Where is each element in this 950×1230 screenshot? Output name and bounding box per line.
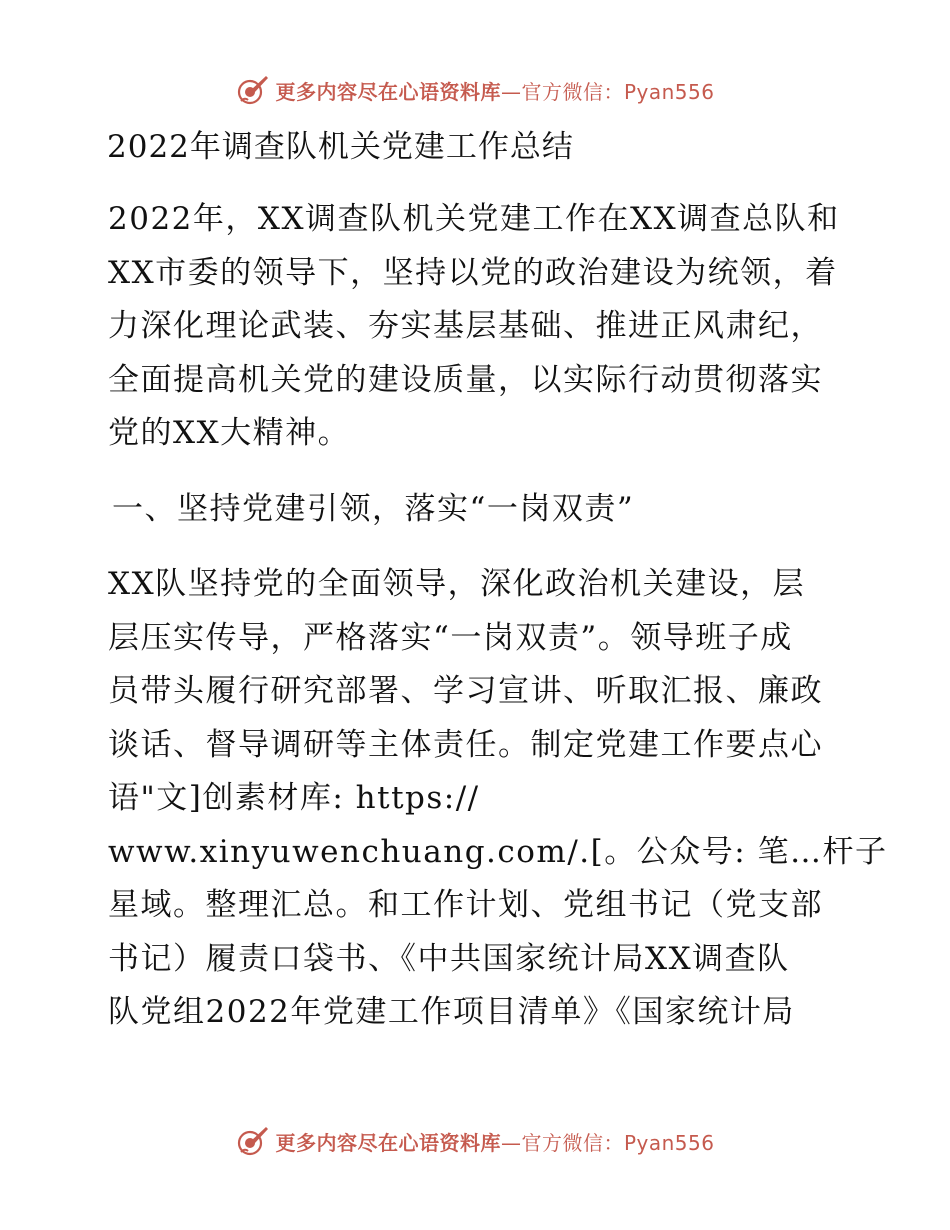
text-line: 队党组2022年党建工作项目清单》《国家统计局 xyxy=(108,994,795,1030)
text-line: 员带头履行研究部署、学习宣讲、听取汇报、廉政 xyxy=(108,673,823,709)
text-line: 党的XX大精神。 xyxy=(108,415,351,451)
text-line: XX市委的领导下，坚持以党的政治建设为统领，着 xyxy=(108,254,838,291)
text-line: www.xinyuwenchuang.com/.[。公众号: 笔…杆子 xyxy=(108,833,888,870)
paragraph-gap xyxy=(98,536,858,558)
text-line: 书记）履责口袋书、《中共国家统计局XX调查队 xyxy=(108,940,790,977)
text-line: 语"文]创素材库: https:// xyxy=(108,780,480,816)
text-line: XX队坚持党的全面领导，深化政治机关建设，层 xyxy=(108,566,806,602)
pen-logo-icon xyxy=(235,73,269,107)
section-paragraph xyxy=(98,558,888,1040)
paragraph-gap xyxy=(98,461,858,483)
intro-paragraph xyxy=(98,193,858,461)
text-line: 2022年，XX调查队机关党建工作在XX调查总队和 xyxy=(108,201,840,237)
header-watermark-text: 更多内容尽在心语资料库—官方微信：Pyan556 xyxy=(275,79,715,104)
header-watermark xyxy=(0,70,950,110)
footer-watermark xyxy=(0,1121,950,1161)
text-line: 全面提高机关党的建设质量，以实际行动贯彻落实 xyxy=(108,361,823,398)
text-line: 谈话、督导调研等主体责任。制定党建工作要点心 xyxy=(108,726,823,763)
text-line: 层压实传导，严格落实“一岗双责”。领导班子成 xyxy=(108,619,793,656)
text-line: 星域。整理汇总。和工作计划、党组书记（党支部 xyxy=(108,887,823,923)
document-title: 2022年调查队机关党建工作总结 xyxy=(107,129,574,165)
document-body xyxy=(98,193,888,1040)
pen-logo-icon xyxy=(235,1124,269,1158)
section-heading: 一、坚持党建引领，落实“一岗双责” xyxy=(112,490,635,527)
text-line: 力深化理论武装、夯实基层基础、推进正风肃纪， xyxy=(108,308,823,344)
footer-watermark-text: 更多内容尽在心语资料库—官方微信：Pyan556 xyxy=(275,1130,715,1155)
